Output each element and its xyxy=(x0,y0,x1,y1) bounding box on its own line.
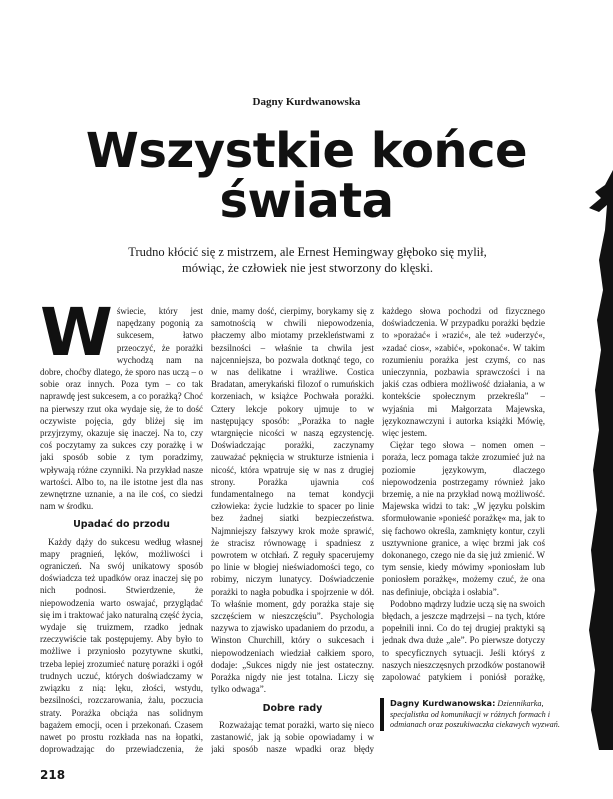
paragraph: Każdy dąży do sukcesu według własnej mapy pragnień, lęków, możliwości i ograniczeń. Na swój unikatowy sposób doświadcza też upadków oraz inaczej się po nich podnosi. Stwierdzenie, że niepowodzenia warto oswajać, przyglądać się im i traktować jako naturalną część życia, wydaje się truizmem, rzadko jednak rzeczywiście tak postępujemy. Aby było to możliwe i przyniosło pozytywne skutki, trzeba lepiej zrozumieć naturę porażki i ogół trudnych uczuć, których doświadczamy w związku z nią: lęku, złości, wstydu, bezsilności, rozczarowania, żalu, poczucia straty. Porażka obciąża nas solidnym bagażem emocji, ocen i przekonań. Czasem nawet po prostu rozkłada nas na łopatki, doprowadzając do przewiadczenia, że xyxy=(40,536,203,755)
column-1 xyxy=(40,305,203,757)
title-line-2: świata xyxy=(219,173,394,229)
paragraph: świecie, który jest napędzany pogonią za sukcesem, łatwo przeoczyć, że porażki wychodzą nam na dobre, choćby dlatego, że sporo nas uczą – o sobie oraz innych. Poza tym – co tak naprawdę jest sukcesem, a co porażką? Choć na pierwszy rzut oka wydaje się, że to dość oczywiste pojęcia, gdy bliżej się im przyjrzymy, okazuje się inaczej. Na to, czy coś poczytamy za sukces czy porażkę i w jaki sposób sobie z tym poradzimy, wpływają różne czynniki. Na przykład nasze wartości. Albo to, na ile istotne jest dla nas zewnętrzne uznanie, a na ile coś, co siedzi nam w środku. xyxy=(40,306,203,512)
article-author: Dagny Kurdwanowska xyxy=(252,96,361,108)
paragraph: dnie, mamy dość, cierpimy, borykamy się z samotnością w chwili niepowodzenia, płaczemy albo miotamy przekleństwami z bezsilności – właśnie ta chwila jest najcenniejsza, bo pozwala dotknąć tego, co w nas delikatne i wrażliwe. Costica Bradatan, amerykański filozof o rumuńskich korzeniach, w książce Pochwała porażki. Cztery lekcje pokory ujmuje to w następujący sposób: „Porażka to nagłe wtargnięcie nicości w naszą egzystencję. Doświadczając porażki, zaczynamy zauważać pęknięcia w strukturze istnienia i nicość, która wpatruje się w nas z drugiej strony. Porażka ujawnia coś fundamentalnego na temat kondycji człowieka: życie ludzkie to spacer po linie bez żadnej siatki bezpieczeństwa. Najmniejszy fałszywy krok może sprawić, że stracisz równowagę i spadniesz z powrotem w otchłań. Z reguły spacerujemy po linie w błogiej nieświadomości tego, co robimy, niczym lunatycy. Doświadczenie porażki to nagła pobudka i spojrzenie w dół. To właśnie moment, gdy porażka staje się szczęściem w nieszczęściu”. Psychologia nazywa to zjawisko upadaniem do przodu, a Winston Churchill, który o sukcesach i niepowodzeniach wiedział całkiem sporo, dodaje: „Sukces nigdy nie jest ostateczny. Porażka nigdy nie jest totalna. Liczy się tylko odwaga”. xyxy=(211,306,374,695)
paragraph: Rozważając temat porażki, warto się nieco zastanowić, jak ją sobie opowiadamy i w jaki sposób nasze wpadki oraz błędy xyxy=(211,719,374,755)
author-bio xyxy=(380,698,570,731)
article-lead: Trudno kłócić się z mistrzem, ale Ernest Hemingway głęboko się mylił, mówiąc, że człowiek nie jest stworzony do klęski. xyxy=(128,245,487,275)
column-3 xyxy=(382,305,545,683)
paragraph: Ciężar tego słowa – nomen omen – poraża, lecz pomaga także zrozumieć już na poziomie językowym, dlaczego niepowodzenia postrzegamy również jako brzemię, a nie na przykład nową możliwość. Majewska widzi to tak: „W języku polskim sformułowanie »ponieść porażkę« ma, jak to się fachowo określa, zamknięty kontur, czyli usztywnione granice, a więc brzmi jak coś dokonanego, czego nie da się już zmienić. W tym sensie, kiedy mówimy »poniosłam lub poniosłem porażkę«, możemy czuć, że ona nas definiuje, obciąża i osłabia”. xyxy=(382,440,545,597)
paragraph: każdego słowa pochodzi od fizycznego doświadczenia. W przypadku porażki będzie to »porażać« i »razić«, ale też »uderzyć«, »zadać cios«, »zabić«, »pokonać«. W takim rozumieniu porażka jest czymś, co nas unieczynnia, pozbawia sprawczości i na jakiś czas odbiera możliwość działania, a w kontekście społecznym przekreśla” – wyjaśnia mi Małgorzata Majewska, językoznawczyni i autorka książki Mówię, więc jestem. xyxy=(382,306,545,439)
drop-cap: W xyxy=(40,305,113,371)
title-line-1: Wszystkie końce xyxy=(85,123,528,179)
article-title xyxy=(0,123,613,229)
silhouette-illustration xyxy=(581,150,613,750)
bio-name: Dagny Kurdwanowska: xyxy=(390,698,496,708)
subheading: Upadać do przodu xyxy=(73,519,170,531)
page-number: 218 xyxy=(40,768,66,782)
column-2 xyxy=(211,305,374,757)
subheading: Dobre rady xyxy=(262,702,323,714)
paragraph: Podobno mądrzy ludzie uczą się na swoich błędach, a jeszcze mądrzejsi – na tych, które popełnili inni. Co do tej drugiej praktyki są jednak dwa duże „ale”. Po pierwsze dotyczy to specyficznych sytuacji. Jeśli któryś z naszych nieszczęsnych przodków postanowił zapolować patykiem i poniósł porażkę, xyxy=(382,598,545,683)
bio-text: Dziennikarka, specjalistka od komunikacji w różnych formach i odmianach oraz poszukiwaczka ciekawych wyzwań. xyxy=(390,699,560,729)
